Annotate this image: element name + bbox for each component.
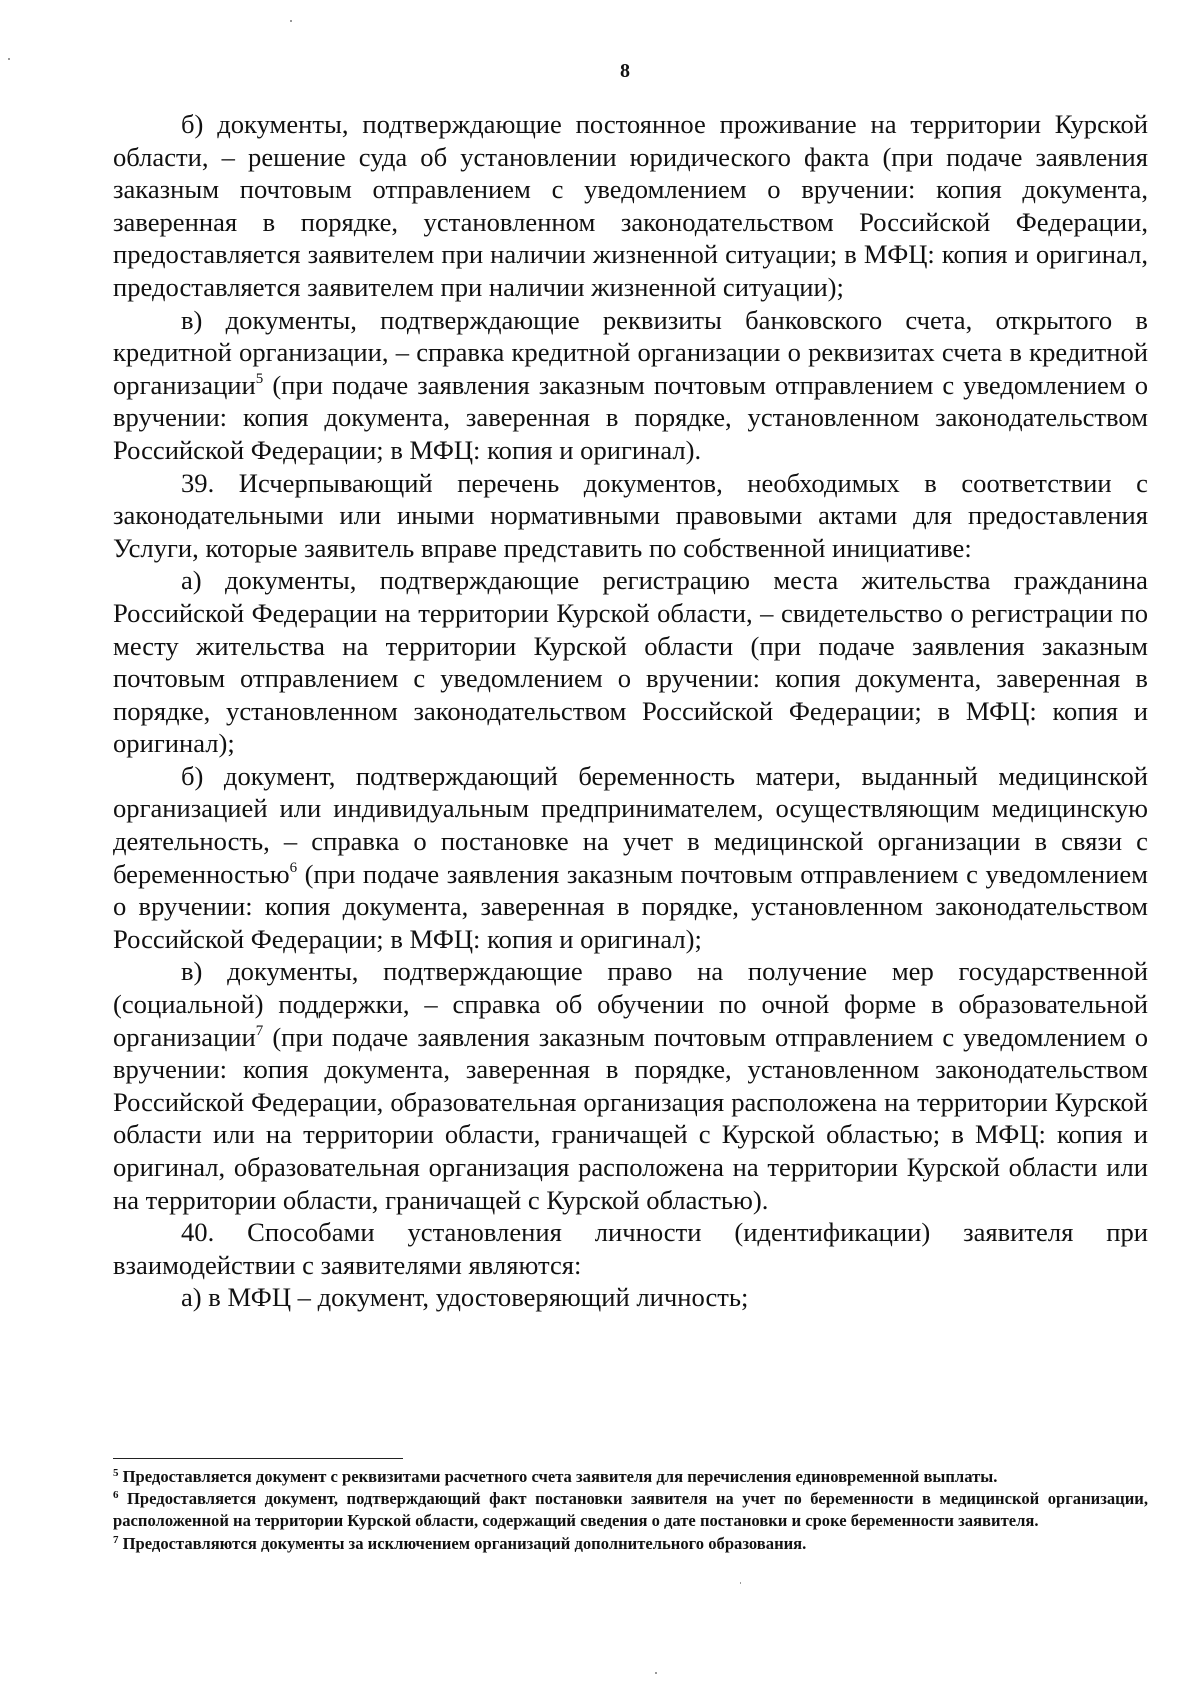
page-number: 8 [620,60,630,82]
paragraph-b-permanent-residence: б) документы, подтверждающие постоянное проживание на территории Курской области, – решение суда об установлении юридического факта (при подаче заявления заказным почтовым отправлением с уведомлением о вручении: копия документа, заверенная в порядке, установленном законодательством Российской Федерации, предоставляется заявителем при наличии жизненной ситуации; в МФЦ: копия и оригинал, предоставляется заявителем при наличии жизненной ситуации); [113,109,1148,302]
footnote-5 [113,1466,1148,1488]
footnotes [113,1466,1148,1555]
footnote-6 [113,1488,1148,1532]
paragraph-v-education [113,955,1148,1216]
paragraph-v-bank-account [113,304,1148,467]
footnote-ref-7: 7 [255,1022,264,1039]
paragraph-text: (при подаче заявления заказным почтовым отправлением с уведомлением о вручении: копия документа, заверенная в порядке, установленном законодательством Российской Федерации; в МФЦ: копия и оригинал); [113,858,1148,954]
paragraph-text: (при подаче заявления заказным почтовым отправлением с уведомлением о вручении: копия документа, заверенная в порядке, установленном законодательством Российской Федерации; в МФЦ: копия и оригинал). [113,369,1148,465]
paragraph-text: в) документы, подтверждающие право на получение мер государственной (социальной) поддержки, – справка об обучении по очной форме в образовательной организации [113,956,1148,1052]
footnote-number: 7 [113,1533,119,1546]
footnote-text: Предоставляется документ с реквизитами расчетного счета заявителя для перечисления единовременной выплаты. [118,1467,998,1486]
footnote-ref-5: 5 [255,370,264,387]
footnote-separator [113,1458,403,1459]
scan-speck [740,1582,741,1584]
scan-speck [8,58,10,60]
footnote-ref-6: 6 [289,859,298,876]
paragraph-40: 40. Способами установления личности (идентификации) заявителя при взаимодействии с заявителями являются: [113,1217,1148,1280]
footnote-number: 5 [113,1467,119,1479]
paragraph-39: 39. Исчерпывающий перечень документов, необходимых в соответствии с законодательными или иными нормативными правовыми актами для предоставления Услуги, которые заявитель вправе представить по собственной инициативе: [113,467,1148,563]
paragraph-a-mfc-identity: а) в МФЦ – документ, удостоверяющий личность; [181,1282,749,1313]
paragraph-text: б) документ, подтверждающий беременность матери, выданный медицинской организацией или индивидуальным предпринимателем, осуществляющим медицинскую деятельность, – справка о постановке на учет в медицинской организации в связи с беременностью [113,760,1148,889]
footnote-text: Предоставляются документы за исключением организаций дополнительного образования. [118,1533,807,1553]
footnote-text: Предоставляется документ, подтверждающий факт постановки заявителя на учет по беременности в медицинской организации, расположенной на территории Курской области, содержащий сведения о дате постановки и сроке беременности заявителя. [113,1489,1148,1531]
paragraph-b-pregnancy [113,760,1148,956]
scan-speck [655,1672,657,1674]
paragraph-a-registration: а) документы, подтверждающие регистрацию места жительства гражданина Российской Федерации на территории Курской области, – свидетельство о регистрации по месту жительства на территории Курской области (при подаче заявления заказным почтовым отправлением с уведомлением о вручении: копия документа, заверенная в порядке, установленном законодательством Российской Федерации; в МФЦ: копия и оригинал); [113,565,1148,759]
scan-speck [290,20,292,22]
paragraph-text: в) документы, подтверждающие реквизиты банковского счета, открытого в кредитной организации, – справка кредитной организации о реквизитах счета в кредитной организации [113,304,1148,400]
footnote-7 [113,1533,1148,1555]
document-body [113,108,1148,1314]
paragraph-text: (при подаче заявления заказным почтовым отправлением с уведомлением о вручении: копия документа, заверенная в порядке, установленном законодательством Российской Федерации, образовательная организация расположена на территории Курской области или на территории области, граничащей с Курской областью; в МФЦ: копия и оригинал, образовательная организация расположена на территории Курской области или на территории области, граничащей с Курской областью). [113,1021,1148,1215]
footnote-number: 6 [113,1489,119,1502]
